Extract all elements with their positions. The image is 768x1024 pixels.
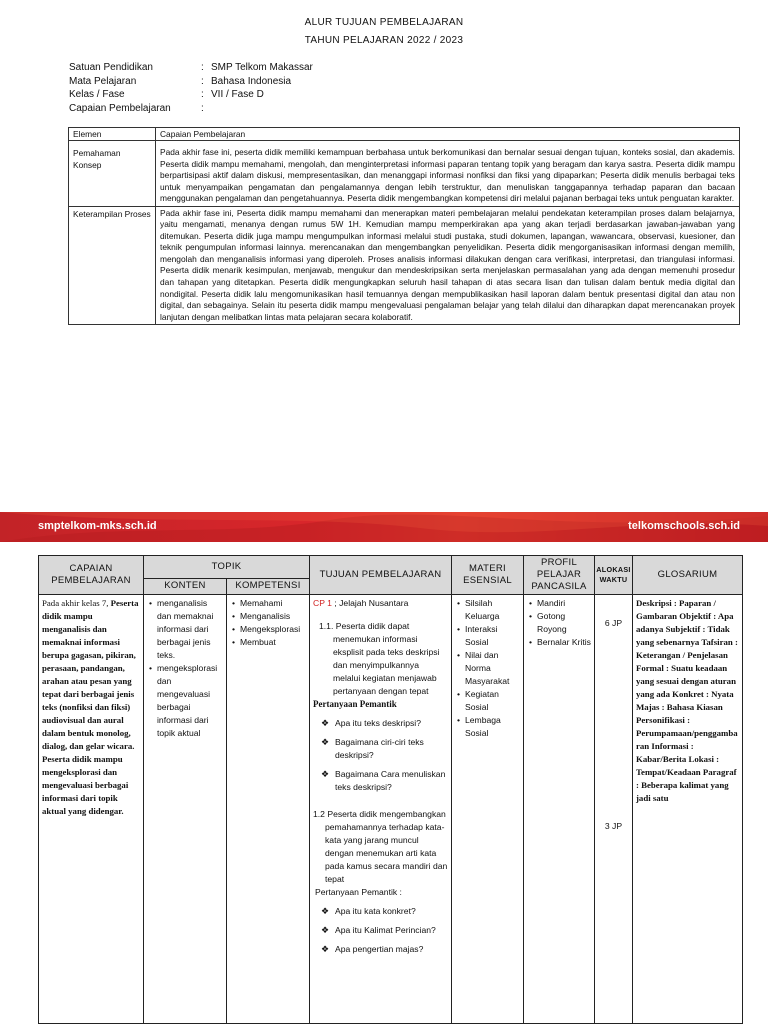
pemantik-question: ❖ Apa pengertian majas? xyxy=(313,943,448,956)
pemantik-question: ❖ Apa itu kata konkret? xyxy=(313,905,448,918)
capaian-cell xyxy=(39,595,144,1024)
cp-label: CP 1 xyxy=(313,598,332,608)
header-alokasi: ALOKASI WAKTU xyxy=(595,556,633,595)
tp-1-2: 1.2 Peserta didik mengembangkan pemahamannya terhadap kata-kata yang jarang muncul dengan menemukan arti kata pada kamus secara mandiri dan tepat xyxy=(313,809,448,884)
info-row: Satuan Pendidikan : SMP Telkom Makassar xyxy=(69,62,313,73)
elemen-cell: Keterampilan Proses xyxy=(69,206,156,324)
alokasi-cell xyxy=(595,595,633,1024)
table-row xyxy=(39,595,743,1024)
header-profil: PROFIL PELAJAR PANCASILA xyxy=(524,556,595,595)
banner-right-url: telkomschools.sch.id xyxy=(628,520,740,532)
tp-1-1: 1.1. Peserta didik dapat menemukan informasi eksplisit pada teks deskripsi dan menyimpulkannya melalui kegiatan menjawab pertanyaan dengan tepat xyxy=(319,621,440,696)
list-item: • Lembaga Sosial xyxy=(465,714,520,740)
konten-cell xyxy=(144,595,227,1024)
cp-heading xyxy=(313,597,448,610)
list-item: • Silsilah Keluarga xyxy=(465,597,520,623)
elemen-cell: Pemahaman Konsep xyxy=(69,141,156,207)
capaian-table xyxy=(68,127,740,325)
info-row: Mata Pelajaran : Bahasa Indonesia xyxy=(69,75,292,87)
glosarium-cell: Deskripsi : Paparan / Gambaran Objektif : Apa adanya Subjektif : Tidak yang sebenarnya Tafsiran : Keterangan / Penjelasan Formal : Suatu keadaan yang sesuai dengan aturan yang ada Konkret : Nyata Majas : Bahasa Kiasan Personifikasi : Perumpamaan/penggambaran Informasi : Kabar/Berita Lokasi : Tempat/Keadaan Paragraf : Beberapa kalimat yang jadi satu xyxy=(633,595,743,1024)
kompetensi-list xyxy=(230,597,306,649)
document-page-1 xyxy=(0,0,768,455)
header-elemen: Elemen xyxy=(69,128,156,141)
header-capaian: CAPAIAN PEMBELAJARAN xyxy=(39,556,144,595)
list-item: • mengeksplorasi dan mengevaluasi berbagai informasi dari topik aktual xyxy=(157,662,223,740)
table-row xyxy=(69,206,740,324)
list-item: • Nilai dan Norma Masyarakat xyxy=(465,649,520,688)
list-item: • Kegiatan Sosial xyxy=(465,688,520,714)
capaian-text: Peserta didik mampu menganalisis dan memaknai informasi berupa gagasan, pikiran, perasaan, pandangan, arahan atau pesan yang tepat dari berbagai jenis teks (nonfiksi dan fiksi) audiovisual dan aural dalam bentuk monolog, dialog, dan gelar wicara. Peserta didik mampu mengeksplorasi dan mengevaluasi berbagai informasi dari topik aktual yang didengar. xyxy=(42,598,139,816)
table-row xyxy=(69,141,740,207)
list-item: • Membuat xyxy=(240,636,306,649)
document-title: ALUR TUJUAN PEMBELAJARAN xyxy=(304,17,464,28)
list-item: • Menganalisis xyxy=(240,610,306,623)
info-row: Kelas / Fase : VII / Fase D xyxy=(69,89,264,100)
pemantik-question: ❖ Apa itu teks deskripsi? xyxy=(313,717,448,730)
list-item: • Interaksi Sosial xyxy=(465,623,520,649)
header-tujuan: TUJUAN PEMBELAJARAN xyxy=(310,556,452,595)
materi-list xyxy=(455,597,520,740)
pemantik-question: ❖ Bagaimana Cara menuliskan teks deskripsi? xyxy=(313,768,448,794)
header-topik: TOPIK xyxy=(144,556,310,579)
header-kompetensi: KOMPETENSI xyxy=(227,578,310,594)
table-header-row xyxy=(39,556,743,579)
pemantik-question: ❖ Apa itu Kalimat Perincian? xyxy=(313,924,448,937)
capaian-cell: Pada akhir fase ini, peserta didik memiliki kemampuan berbahasa untuk berkomunikasi dan bernalar sesuai dengan tujuan, konteks sosial, dan akademis. Peserta didik mampu memahami, mengolah, dan menginterpretasi informasi paparan tentang topik yang beragam dan karya sastra. Peserta didik mampu berpartisipasi aktif dalam diskusi, mempresentasikan, dan menanggapi informasi nonfiksi dan fiksi yang dipaparkan; Peserta didik menulis berbagai teks untuk menyampaikan pengamatan dan pengalamannya dengan lebih terstruktur, dan menuliskan tanggapannya terhadap paparan dan bacaan menggunakan pengalaman dan pengetahuannya. Peserta didik mengembangkan kompetensi diri melalui pajanan berbagai teks untuk penguatan karakter. xyxy=(156,141,740,207)
list-item: • Mandiri xyxy=(537,597,591,610)
cp-title: ; Jelajah Nusantara xyxy=(334,598,409,608)
list-item: • Bernalar Kritis xyxy=(537,636,591,649)
pemantik-question: ❖ Bagaimana ciri-ciri teks deskripsi? xyxy=(313,736,448,762)
pemantik-1-label: Pertanyaan Pemantik xyxy=(313,699,397,709)
alokasi-value: 6 JP xyxy=(604,618,623,628)
kompetensi-cell xyxy=(227,595,310,1024)
konten-list xyxy=(147,597,223,740)
table-header-row xyxy=(69,128,740,141)
header-capaian: Capaian Pembelajaran xyxy=(156,128,740,141)
school-banner xyxy=(0,512,768,542)
document-subtitle: TAHUN PELAJARAN 2022 / 2023 xyxy=(304,35,464,46)
capaian-intro: Pada akhir kelas 7, xyxy=(42,598,109,608)
list-item: • Gotong Royong xyxy=(537,610,591,636)
pemantik-2-label: Pertanyaan Pemantik : xyxy=(315,887,402,897)
header-konten: KONTEN xyxy=(144,578,227,594)
alokasi-value: 3 JP xyxy=(604,821,623,831)
alur-tujuan-table xyxy=(38,555,743,1024)
list-item: • Memahami xyxy=(240,597,306,610)
capaian-cell: Pada akhir fase ini, Peserta didik mampu memahami dan menerapkan materi pembelajaran melalui pendekatan keterampilan proses dalam belajarnya, yaitu mengamati, menanya dengan rumus 5W 1H. Kemudian mampu memperkirakan apa yang akan terjadi berdasarkan jawaban-jawaban yang ditemukan. Peserta didik juga mampu mengumpulkan informasi melalui studi pustaka, studi dokumen, lapangan, wawancara, observasi, kuesioner, dan teknik pengumpulan informasi lainnya. merencanakan dan mengembangkan penyelidikan. Peserta didik mengorganisasikan informasi dengan memilih, mengolah dan menganalisis informasi yang diperoleh. Proses analisis informasi dilakukan dengan cara verifikasi, interpretasi, dan triangulasi informasi. Peserta didik menarik kesimpulan, menjawab, mengukur dan mendeskripsikan serta menjelaskan permasalahan yang ada dengan memenuhi prosedur dan tahapan yang ditetapkan. Peserta didik mengungkapkan seluruh hasil tahapan di atas secara lisan dan tulisan dalam bentuk media digital dan nondigital. Peserta didik lalu mengomunikasikan hasil temuannya dengan mempublikasikan hasil laporan dalam bentuk presentasi digital dan atau non digital, dan sebagainya. Selain itu peserta didik mampu mengevaluasi pengalaman belajar yang telah dilalui dan diharapkan dapat merencanakan proyek lanjutan dengan melibatkan lintas mata pelajaran secara kolaboratif. xyxy=(156,206,740,324)
header-glosarium: GLOSARIUM xyxy=(633,556,743,595)
list-item: • menganalisis dan memaknai informasi dari berbagai jenis teks. xyxy=(157,597,223,662)
identity-block xyxy=(69,61,313,115)
tujuan-cell xyxy=(310,595,452,1024)
list-item: • Mengeksplorasi xyxy=(240,623,306,636)
profil-list xyxy=(527,597,591,649)
info-row: Capaian Pembelajaran : xyxy=(69,102,204,114)
profil-cell xyxy=(524,595,595,1024)
banner-left-url: smptelkom-mks.sch.id xyxy=(38,520,157,532)
header-materi: MATERI ESENSIAL xyxy=(452,556,524,595)
materi-cell xyxy=(452,595,524,1024)
